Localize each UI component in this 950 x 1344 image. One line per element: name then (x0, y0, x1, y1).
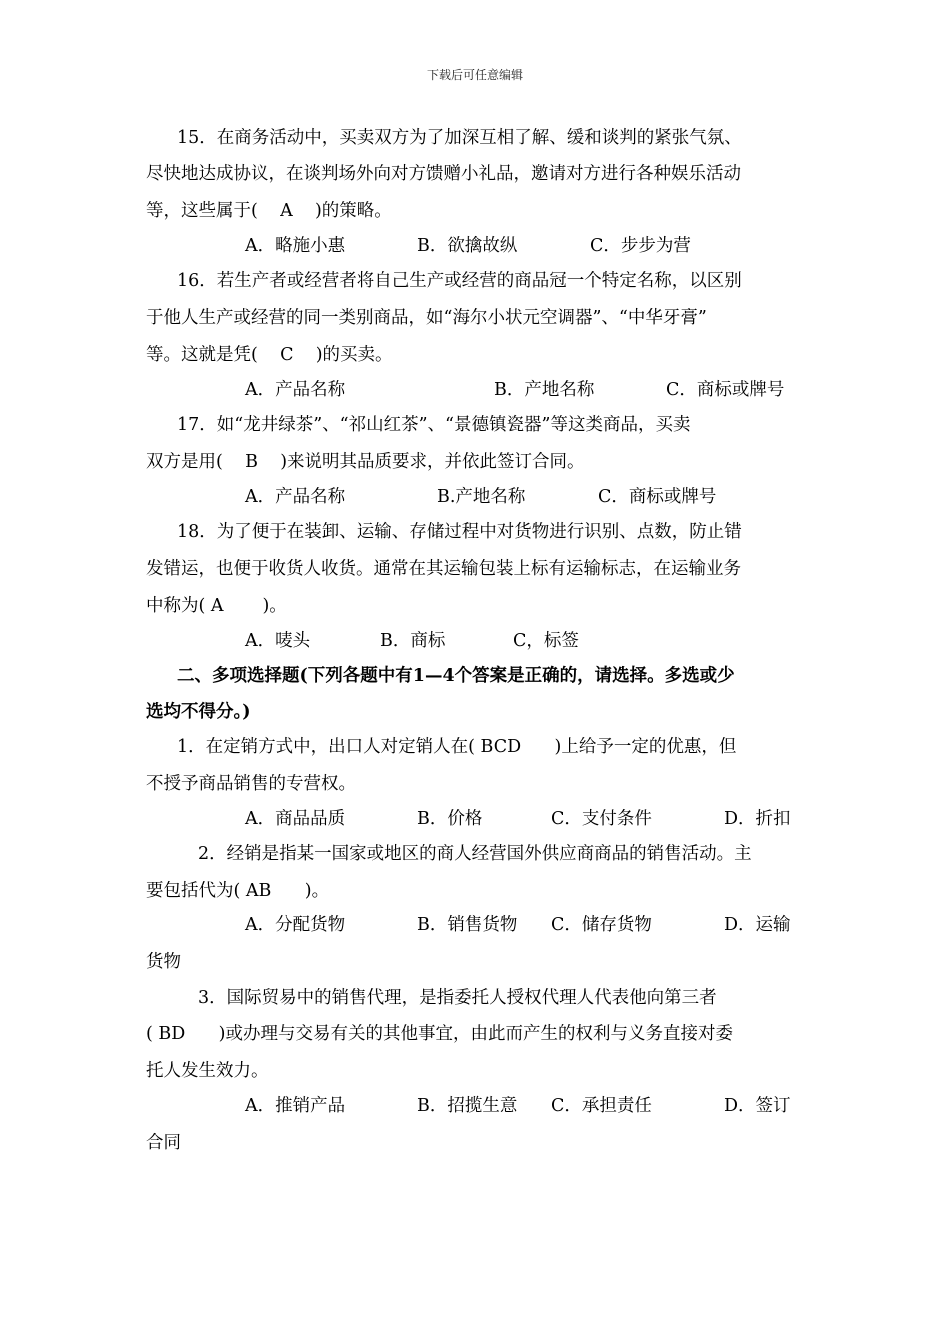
m3-line-4: 合同 (146, 1133, 181, 1153)
q15-line-3: 等，这些属于( A )的策略。 (146, 201, 392, 221)
m2-option-c: C．储存货物 (551, 915, 652, 935)
q18-line-3: 中称为( A )。 (146, 596, 287, 616)
q16-option-a: A．产品名称 (245, 380, 346, 400)
m3-line-2: ( BD )或办理与交易有关的其他事宜，由此而产生的权利与义务直接对委 (146, 1024, 733, 1044)
m1-option-a: A．商品品质 (245, 809, 346, 829)
m1-option-c: C．支付条件 (551, 809, 652, 829)
m2-option-a: A．分配货物 (245, 915, 346, 935)
q15-line-2: 尽快地达成协议，在谈判场外向对方馈赠小礼品，邀请对方进行各种娱乐活动 (146, 164, 741, 184)
q18-option-c: C，标签 (513, 631, 579, 651)
m1-line-2: 不授予商品销售的专营权。 (146, 774, 356, 794)
q16-option-c: C．商标或牌号 (666, 380, 785, 400)
q16-line-1: 16．若生产者或经营者将自己生产或经营的商品冠一个特定名称，以区别 (177, 271, 742, 291)
q15-option-a: A．略施小惠 (245, 236, 346, 256)
q17-option-b: B.产地名称 (437, 487, 526, 507)
q18-option-a: A．唛头 (245, 631, 311, 651)
m1-line-1: 1．在定销方式中，出口人对定销人在( BCD )上给予一定的优惠，但 (177, 737, 737, 757)
q15-option-b: B．欲擒故纵 (417, 236, 518, 256)
q15-option-c: C．步步为营 (590, 236, 691, 256)
m3-line-3: 托人发生效力。 (146, 1061, 269, 1081)
m2-line-3: 货物 (146, 952, 181, 972)
q17-line-2: 双方是用( B )来说明其品质要求，并依此签订合同。 (146, 452, 585, 472)
q18-line-1: 18．为了便于在装卸、运输、存储过程中对货物进行识别、点数，防止错 (177, 522, 742, 542)
m2-line-1: 2．经销是指某一国家或地区的商人经营国外供应商商品的销售活动。主 (198, 844, 752, 864)
m1-option-b: B．价格 (417, 809, 483, 829)
m2-option-b: B．销售货物 (417, 915, 518, 935)
m3-option-b: B．招揽生意 (417, 1096, 518, 1116)
section-2-heading-line-1: 二、多项选择题(下列各题中有1—4个答案是正确的，请选择。多选或少 (177, 666, 735, 686)
q15-line-1: 15．在商务活动中，买卖双方为了加深互相了解、缓和谈判的紧张气氛、 (177, 128, 742, 148)
m3-option-a: A．推销产品 (245, 1096, 346, 1116)
m1-option-d: D．折扣 (724, 809, 791, 829)
q18-option-b: B．商标 (380, 631, 446, 651)
m2-line-2: 要包括代为( AB )。 (146, 881, 330, 901)
q16-option-b: B．产地名称 (494, 380, 595, 400)
q17-line-1: 17．如“龙井绿茶”、“祁山红茶”、“景德镇瓷器”等这类商品，买卖 (177, 415, 691, 435)
m2-option-d: D．运输 (724, 915, 791, 935)
m3-option-d: D．签订 (724, 1096, 791, 1116)
q17-option-a: A．产品名称 (245, 487, 346, 507)
q17-option-c: C．商标或牌号 (598, 487, 717, 507)
m3-option-c: C．承担责任 (551, 1096, 652, 1116)
m3-line-1: 3．国际贸易中的销售代理，是指委托人授权代理人代表他向第三者 (198, 988, 717, 1008)
page-header: 下载后可任意编辑 (426, 68, 523, 82)
q16-line-2: 于他人生产或经营的同一类别商品，如“海尔小状元空调器”、“中华牙膏” (146, 308, 707, 328)
q16-line-3: 等。这就是凭( C )的买卖。 (146, 345, 393, 365)
section-2-heading-line-2: 选均不得分。) (146, 702, 251, 722)
q18-line-2: 发错运，也便于收货人收货。通常在其运输包装上标有运输标志，在运输业务 (146, 559, 741, 579)
